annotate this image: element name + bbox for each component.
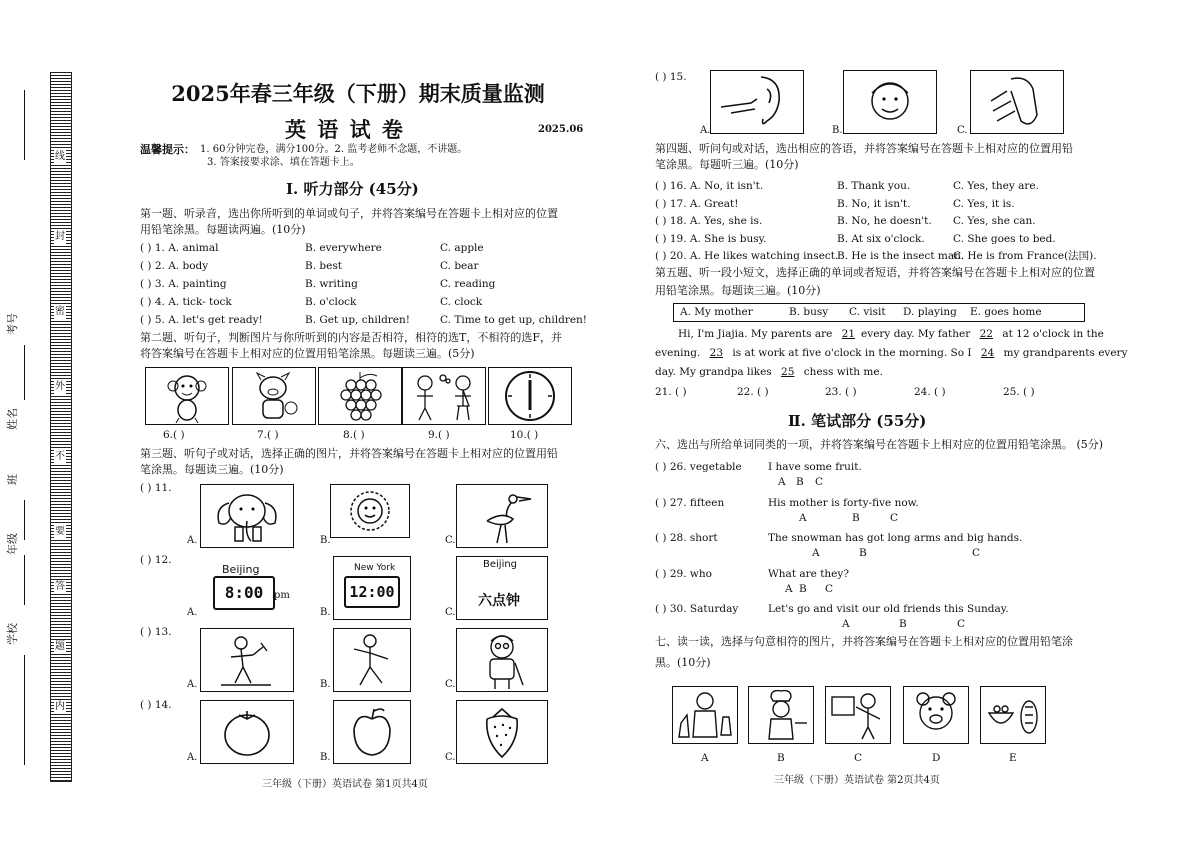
part6-sentence: I have some fruit. [768,461,862,473]
part6-letter: C [972,547,981,559]
part1-item-b: B. best [305,260,342,272]
passage-text: at 12 o'clock in the [998,328,1104,340]
line-school [24,655,25,765]
school-label: 学校 [6,623,19,645]
part3-instr-2: 笔涂黑。每题读三遍。(10分) [140,463,284,476]
part2-number: 6.( ) [163,429,185,441]
word-bank-option: B. busy [789,306,829,318]
part6-item-number: ( ) 27. fifteen [655,496,725,509]
part5-instr-1: 第五题、听一段小短文，选择正确的单词或者短语，并将答案编号在答题卡上相对应的位置 [655,266,1095,279]
part6-letter: A [778,476,786,488]
passage-text: evening. [655,347,704,359]
passage-text: is at work at five o'clock in the morning. So I [729,347,975,359]
passage-text: my grandparents every [1000,347,1128,359]
part6-letter: C [825,582,834,595]
part4-item-c: C. She goes to bed. [953,232,1056,245]
q12a-clock: 8:00 [213,576,275,610]
part4-item-a: ( ) 20. A. He likes watching insect. [655,250,839,262]
part7-label: C [854,752,863,764]
exam-date: 2025.06 [538,124,584,135]
option-letter: A. [187,752,198,763]
line-name [24,345,25,400]
part6-letter: B [852,511,860,524]
part6-item-number: ( ) 28. short [655,532,718,544]
part6-sentence: What are they? [768,567,849,580]
line-grade [24,555,25,605]
part6-letter: C [815,476,824,488]
page2-footer: 三年级（下册）英语试卷 第2页共4页 [774,775,940,786]
passage-text: chess with me. [800,366,883,378]
part4-instr-2: 笔涂黑。每题听三遍。(10分) [655,158,799,171]
word-bank-option: C. visit [849,306,886,318]
part2-number: 10.( ) [510,429,539,441]
part6-item-number: ( ) 26. vegetable [655,461,742,473]
strawberry-picture [456,700,548,764]
part4-item-b: B. Thank you. [837,180,911,192]
class-label: 班 [6,474,19,485]
part6-instr: 六、选出与所给单词同类的一项，并将答案编号在答题卡上相对应的位置用铅笔涂黑。 (5分) [655,438,1104,451]
section-writing: Ⅱ. 笔试部分 (55分) [788,412,927,430]
word-bank-option: D. playing [903,306,957,318]
option-letter: B. [832,125,843,136]
part7-instr-2: 黑。(10分) [655,656,711,669]
part5-answer: 23. ( ) [825,386,857,398]
part6-letter: B [799,582,807,595]
part3-instr-1: 第三题、听句子或对话，选择正确的图片，并将答案编号在答题卡上相对应的位置用铅 [140,447,558,460]
tips-line-2: 3. 答案接要求涂、填在答题卡上。 [207,157,360,168]
tips-label: 温馨提示： [140,143,195,156]
q12b-city: New York [354,563,396,573]
passage-blank: 24 [980,347,995,359]
part5-answer: 21. ( ) [655,386,687,398]
foot-picture [970,70,1064,134]
part6-letter: B [796,476,804,488]
part1-item-c: C. bear [440,260,479,272]
passage-blank: 22 [979,328,993,340]
exam-subtitle: 英 语 试 卷 [285,117,405,142]
part6-sentence: The snowman has got long arms and big hands. [768,532,1023,544]
part6-letter: C [890,511,899,524]
part6-letter: A [799,511,807,524]
part7-label: E [1009,752,1017,764]
part2-number: 7.( ) [257,429,279,441]
binding-char: 不 [55,451,65,462]
passage-line [678,327,1104,342]
exam-title: 2025年春三年级（下册）期末质量监测 [171,81,545,106]
part4-item-c: C. He is from France(法国). [953,250,1097,262]
part6-letter: C [957,618,966,630]
clock-picture [488,367,572,425]
part6-letter: A [785,582,793,595]
part6-letter: B [859,547,867,559]
part4-item-b: B. At six o'clock. [837,232,925,245]
q12b-clock: 12:00 [344,576,400,608]
binding-char: 线 [55,151,65,162]
bird-picture [456,484,548,548]
part1-item-a: ( ) 3. A. painting [140,278,227,290]
q12a-pm: pm [274,590,290,601]
binding-char: 答 [55,581,65,592]
pig-picture [232,367,316,425]
kungfu-picture [333,628,411,692]
cook-picture [748,686,814,744]
passage-blank: 21 [841,328,856,340]
q11-number: ( ) 11. [140,482,172,494]
q13-number: ( ) 13. [140,626,172,638]
q14-number: ( ) 14. [140,699,172,711]
part4-item-a: ( ) 19. A. She is busy. [655,232,767,245]
option-letter: C. [445,535,456,546]
part4-item-b: B. No, it isn't. [837,197,911,210]
part6-sentence: His mother is forty-five now. [768,496,919,509]
grade-label: 年级 [6,533,19,555]
binding-char: 封 [55,231,65,242]
option-letter: C. [445,607,456,618]
binding-char: 密 [55,306,65,317]
passage-blank: 23 [709,347,724,359]
option-letter: C. [957,125,968,136]
part2-number: 9.( ) [428,429,450,441]
worker-picture [200,628,294,692]
q12c-city: Beijing [483,559,518,570]
tomato-picture [200,700,294,764]
option-letter: B. [320,679,331,690]
passage-blank: 25 [781,366,795,378]
part4-item-c: C. Yes, they are. [953,180,1039,192]
monkey-picture [145,367,229,425]
passage-text: day. My grandpa likes [655,366,776,378]
bear-picture [903,686,969,744]
apple-picture [333,700,411,764]
binding-char: 内 [55,701,65,712]
elephant-picture [200,484,294,548]
passage-line [655,346,1128,361]
part5-answer: 24. ( ) [914,386,946,398]
option-letter: C. [445,752,456,763]
option-letter: B. [320,535,331,546]
word-bank-option: A. My mother [680,306,753,318]
part6-item-number: ( ) 29. who [655,567,712,580]
food-picture [980,686,1046,744]
line-class [24,500,25,540]
part7-label: B [777,752,785,764]
part1-item-c: C. reading [440,278,496,290]
binding-strip [50,72,72,782]
option-letter: A. [187,535,198,546]
q12c-time: 六点钟 [478,593,520,609]
part4-item-a: ( ) 18. A. Yes, she is. [655,215,763,227]
binding-char: 题 [55,641,65,652]
part6-letter: A [842,618,850,630]
part4-item-b: B. He is the insect man. [837,250,965,262]
option-letter: B. [320,607,331,618]
part4-item-b: B. No, he doesn't. [837,215,932,227]
q12a-city: Beijing [222,563,260,576]
part4-item-c: C. Yes, it is. [953,197,1015,210]
children-picture [402,367,486,425]
part4-instr-1: 第四题、听问句或对话，选出相应的答语，并将答案编号在答题卡上相对应的位置用铅 [655,142,1073,155]
grapes-picture [318,367,402,425]
word-bank-option: E. goes home [970,306,1042,318]
part1-item-a: ( ) 4. A. tick- tock [140,296,232,308]
ear-picture [710,70,804,134]
option-letter: C. [445,679,456,690]
q15-number: ( ) 15. [655,71,687,83]
part5-instr-2: 用铅笔涂黑。每题读三遍。(10分) [655,284,821,297]
part1-item-a: ( ) 1. A. animal [140,242,219,254]
part6-letter: A [812,547,820,559]
part1-item-b: B. writing [305,278,358,290]
part2-number: 8.( ) [343,429,365,441]
part1-instr-2: 用铅笔涂黑。每题读两遍。(10分) [140,223,306,236]
part7-label: A [701,752,709,764]
part1-item-b: B. Get up, children! [305,314,411,326]
part4-item-a: ( ) 16. A. No, it isn't. [655,180,764,192]
exam-no-label: 考号 [6,313,19,335]
part1-instr-1: 第一题、听录音，选出你所听到的单词或句子，并将答案编号在答题卡上相对应的位置 [140,207,558,220]
passage-line [655,365,883,380]
binding-char: 要 [55,526,65,537]
part6-sentence: Let's go and visit our old friends this Sunday. [768,603,1009,615]
passage-text: every day. My father [861,328,974,340]
part4-item-a: ( ) 17. A. Great! [655,197,739,210]
binding-char: 外 [55,381,65,392]
part1-item-c: C. apple [440,242,484,254]
part6-item-number: ( ) 30. Saturday [655,603,739,615]
name-label: 姓名 [6,408,19,430]
option-letter: A. [187,607,198,618]
part6-letter: B [899,618,907,630]
option-letter: B. [320,752,331,763]
part5-answer: 25. ( ) [1003,386,1035,398]
part2-instr-2: 将答案编号在答题卡上相对应的位置用铅笔涂黑。每题读三遍。(5分) [140,347,475,360]
tips-line-1: 1. 60分钟完卷，满分100分。2. 监考老师不念题，不讲题。 [200,144,468,155]
face-picture [843,70,937,134]
option-letter: A. [187,679,198,690]
part2-instr-1: 第二题、听句子，判断图片与你所听到的内容是否相符，相符的选T，不相符的选F，并 [140,331,562,344]
part1-item-a: ( ) 2. A. body [140,260,209,272]
part5-answer: 22. ( ) [737,386,769,398]
q12-number: ( ) 12. [140,554,172,566]
passage-text: Hi, I'm Jiajia. My parents are [678,328,836,340]
teacher-picture [825,686,891,744]
part1-item-c: C. clock [440,296,483,308]
part7-label: D [932,752,941,764]
part7-instr-1: 七、读一读，选择与句意相符的图片，并将答案编号在答题卡上相对应的位置用铅笔涂 [655,635,1073,648]
part1-item-b: B. o'clock [305,296,357,308]
part1-item-c: C. Time to get up, children! [440,314,588,326]
lion-picture [330,484,410,538]
option-letter: A. [700,125,711,136]
part4-item-c: C. Yes, she can. [953,215,1036,227]
line-exam-no [24,90,25,160]
section-listening: Ⅰ. 听力部分 (45分) [286,180,419,198]
part1-item-b: B. everywhere [305,242,382,254]
page1-footer: 三年级（下册）英语试卷 第1页共4页 [262,779,428,790]
grandpa-picture [456,628,548,692]
scientist-picture [672,686,738,744]
part1-item-a: ( ) 5. A. let's get ready! [140,314,263,326]
